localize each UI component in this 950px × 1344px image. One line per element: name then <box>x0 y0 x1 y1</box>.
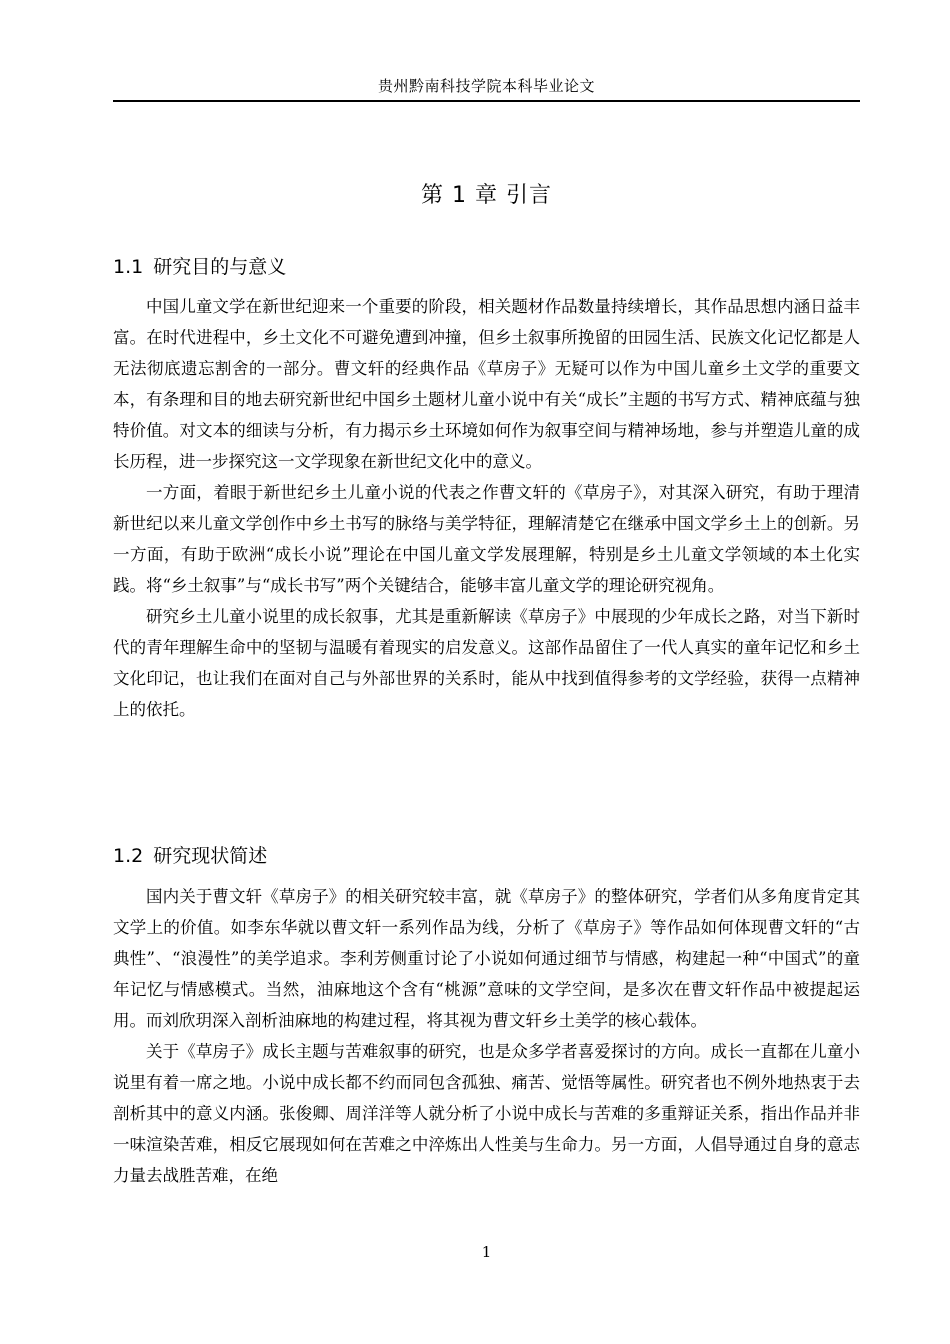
section-body-1-2 <box>113 881 860 1191</box>
section-number: 1.1 <box>113 256 144 278</box>
chapter-title: 第 1 章 引言 <box>421 183 552 208</box>
header-rule <box>113 100 860 102</box>
paragraph: 中国儿童文学在新世纪迎来一个重要的阶段，相关题材作品数量持续增长，其作品思想内涵日益丰富。在时代进程中，乡土文化不可避免遭到冲撞，但乡土叙事所挽留的田园生活、民族文化记忆都是人无法彻底遗忘割舍的一部分。曹文轩的经典作品《草房子》无疑可以作为中国儿童乡土文学的重要文本，有条理和目的地去研究新世纪中国乡土题材儿童小说中有关“成长”主题的书写方式、精神底蕴与独特价值。对文本的细读与分析，有力揭示乡土环境如何作为叙事空间与精神场地，参与并塑造儿童的成长历程，进一步探究这一文学现象在新世纪文化中的意义。 <box>113 297 860 471</box>
section-body-1-1 <box>113 291 860 725</box>
section-title: 研究现状简述 <box>153 845 268 867</box>
running-header: 贵州黔南科技学院本科毕业论文 <box>377 77 595 95</box>
paragraph: 国内关于曹文轩《草房子》的相关研究较丰富，就《草房子》的整体研究，学者们从多角度肯定其文学上的价值。如李东华就以曹文轩一系列作品为线，分析了《草房子》等作品如何体现曹文轩的“古典性”、“浪漫性”的美学追求。李利芳侧重讨论了小说如何通过细节与情感，构建起一种“中国式”的童年记忆与情感模式。当然，油麻地这个含有“桃源”意味的文学空间，是多次在曹文轩作品中被提起运用。而刘欣玥深入剖析油麻地的构建过程，将其视为曹文轩乡土美学的核心载体。 <box>113 887 860 1030</box>
paragraph: 研究乡土儿童小说里的成长叙事，尤其是重新解读《草房子》中展现的少年成长之路，对当下新时代的青年理解生命中的坚韧与温暖有着现实的启发意义。这部作品留住了一代人真实的童年记忆和乡土文化印记，也让我们在面对自己与外部世界的关系时，能从中找到值得参考的文学经验，获得一点精神上的依托。 <box>113 607 860 719</box>
page-number: 1 <box>481 1243 492 1261</box>
section-heading-1-1 <box>113 254 860 280</box>
paragraph: 关于《草房子》成长主题与苦难叙事的研究，也是众多学者喜爱探讨的方向。成长一直都在儿童小说里有着一席之地。小说中成长都不约而同包含孤独、痛苦、觉悟等属性。研究者也不例外地热衷于去剖析其中的意义内涵。张俊卿、周洋洋等人就分析了小说中成长与苦难的多重辩证关系，指出作品并非一味渲染苦难，相反它展现如何在苦难之中淬炼出人性美与生命力。另一方面，人倡导通过自身的意志力量去战胜苦难，在绝 <box>113 1042 860 1185</box>
section-heading-1-2 <box>113 843 860 869</box>
paragraph: 一方面，着眼于新世纪乡土儿童小说的代表之作曹文轩的《草房子》，对其深入研究，有助于理清新世纪以来儿童文学创作中乡土书写的脉络与美学特征，理解清楚它在继承中国文学乡土上的创新。另一方面，有助于欧洲“成长小说”理论在中国儿童文学发展理解，特别是乡土儿童文学领域的本土化实践。将“乡土叙事”与“成长书写”两个关键结合，能够丰富儿童文学的理论研究视角。 <box>113 483 860 595</box>
section-title: 研究目的与意义 <box>153 256 287 278</box>
section-number: 1.2 <box>113 845 144 867</box>
